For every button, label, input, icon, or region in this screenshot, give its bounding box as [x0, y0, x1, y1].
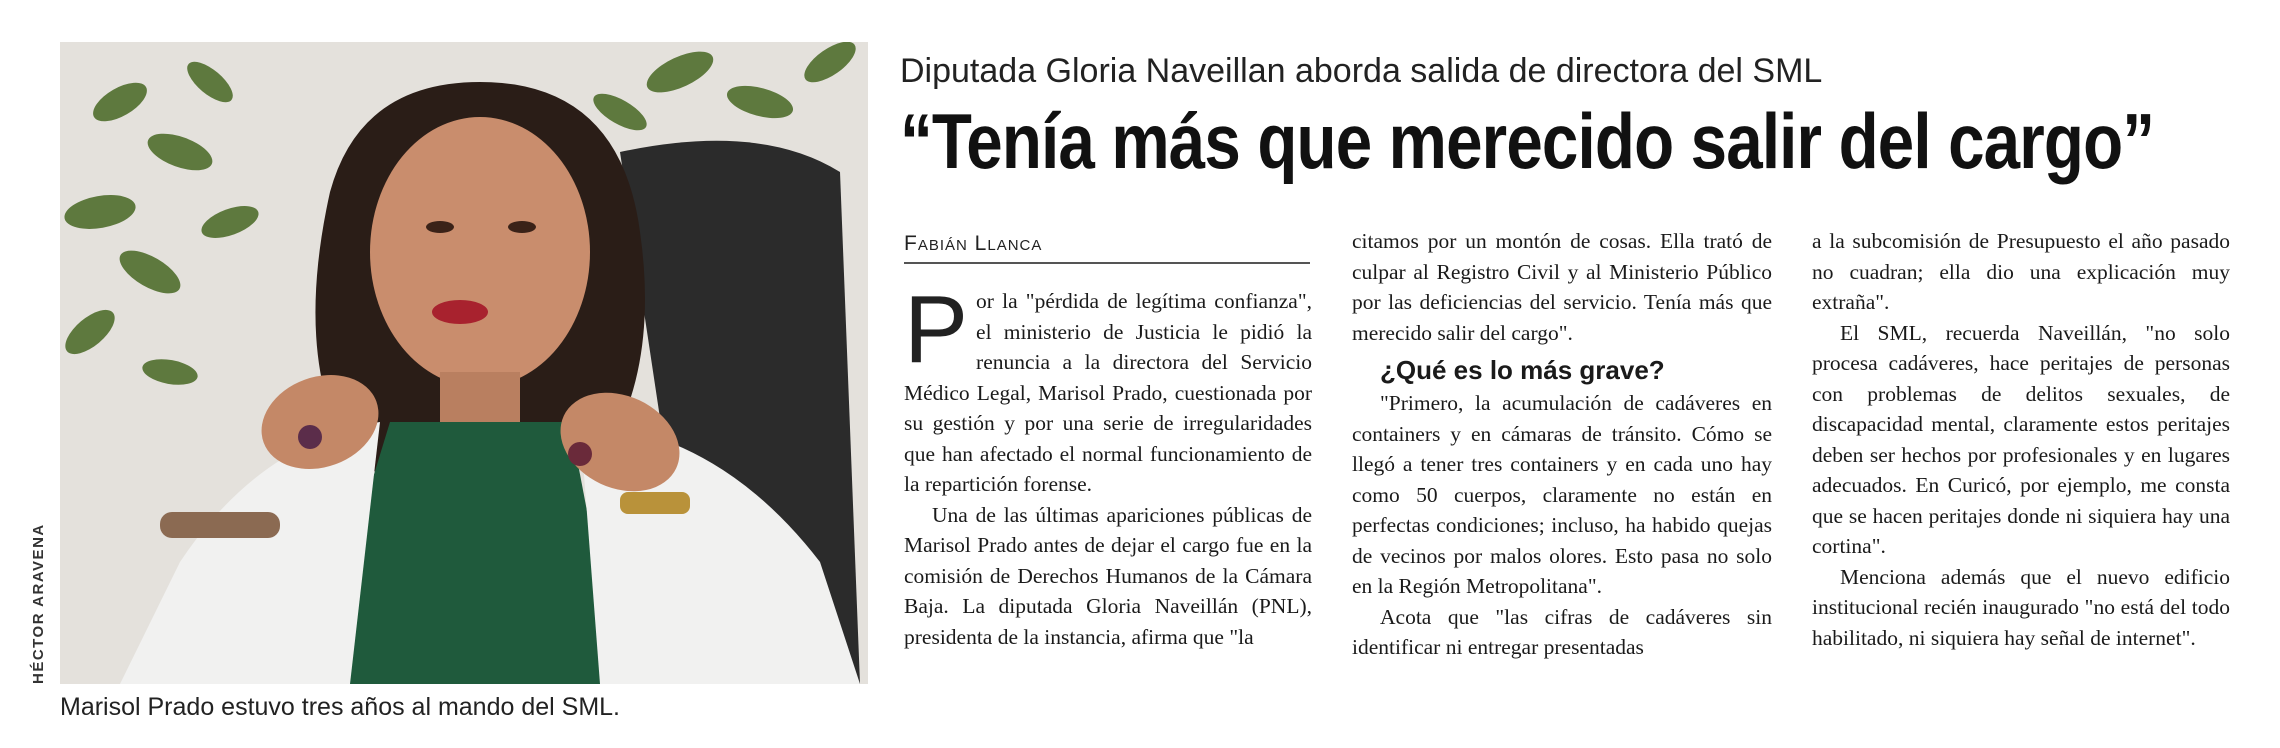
paragraph: Una de las últimas apariciones públicas de Marisol Prado antes de dejar el cargo fue en la comisión de Derechos Humanos de la Cámara Baja. La diputada Gloria Naveillán (PNL), presidenta de la instancia, afirma que "la: [904, 502, 1312, 649]
subheading: ¿Qué es lo más grave?: [1380, 355, 1665, 385]
portrait-illustration: [60, 42, 868, 684]
article-column-3: [1812, 226, 2230, 653]
paragraph: a la subcomisión de Presupuesto el año pasado no cuadran; ella dio una explicación muy extraña".: [1812, 229, 2230, 314]
article-column-2: [1352, 226, 1772, 663]
drop-cap: P: [904, 276, 969, 383]
paragraph: citamos por un montón de cosas. Ella trató de culpar al Registro Civil y al Ministerio Público por las deficiencias del servicio. Tenía más que merecido salir del cargo".: [1352, 229, 1772, 345]
kicker: Diputada Gloria Naveillan aborda salida de directora del SML: [900, 52, 1823, 90]
paragraph: El SML, recuerda Naveillán, "no solo procesa cadáveres, hace peritajes de personas con problemas de delitos sexuales, de discapacidad mental, claramente estos peritajes deben ser hechos por profesionales y en lugares adecuados. En Curicó, por ejemplo, me consta que se hacen peritajes donde ni siquiera hay una cortina".: [1812, 320, 2230, 558]
paragraph: Acota que "las cifras de cadáveres sin identificar ni entregar presentadas: [1352, 604, 1772, 659]
headline: “Tenía más que merecido salir del cargo”: [900, 97, 2155, 185]
byline: Fabián Llanca: [904, 232, 1310, 264]
paragraph: "Primero, la acumulación de cadáveres en containers y en cámaras de tránsito. Cómo se llegó a tener tres containers y en cada uno hay como 50 cuerpos, claramente no están en perfectas condiciones; incluso, ha habido quejas de vecinos por malos olores. Esto pasa no solo en la Región Metropolitana".: [1352, 391, 1772, 598]
article-column-1: [904, 276, 1312, 652]
paragraph: or la "pérdida de legítima confianza", el ministerio de Justicia le pidió la renuncia a la directora del Servicio Médico Legal, Marisol Prado, cuestionada por su gestión y por una serie de irregularidades que han afectado el normal funcionamiento de la repartición forense.: [904, 289, 1312, 496]
paragraph: Menciona además que el nuevo edificio institucional recién inaugurado "no está del todo habilitado, ni siquiera hay señal de internet".: [1812, 564, 2230, 650]
photo-caption: Marisol Prado estuvo tres años al mando del SML.: [60, 693, 620, 721]
article-photo: [60, 42, 868, 684]
photo-credit: HÉCTOR ARAVENA: [30, 523, 47, 684]
